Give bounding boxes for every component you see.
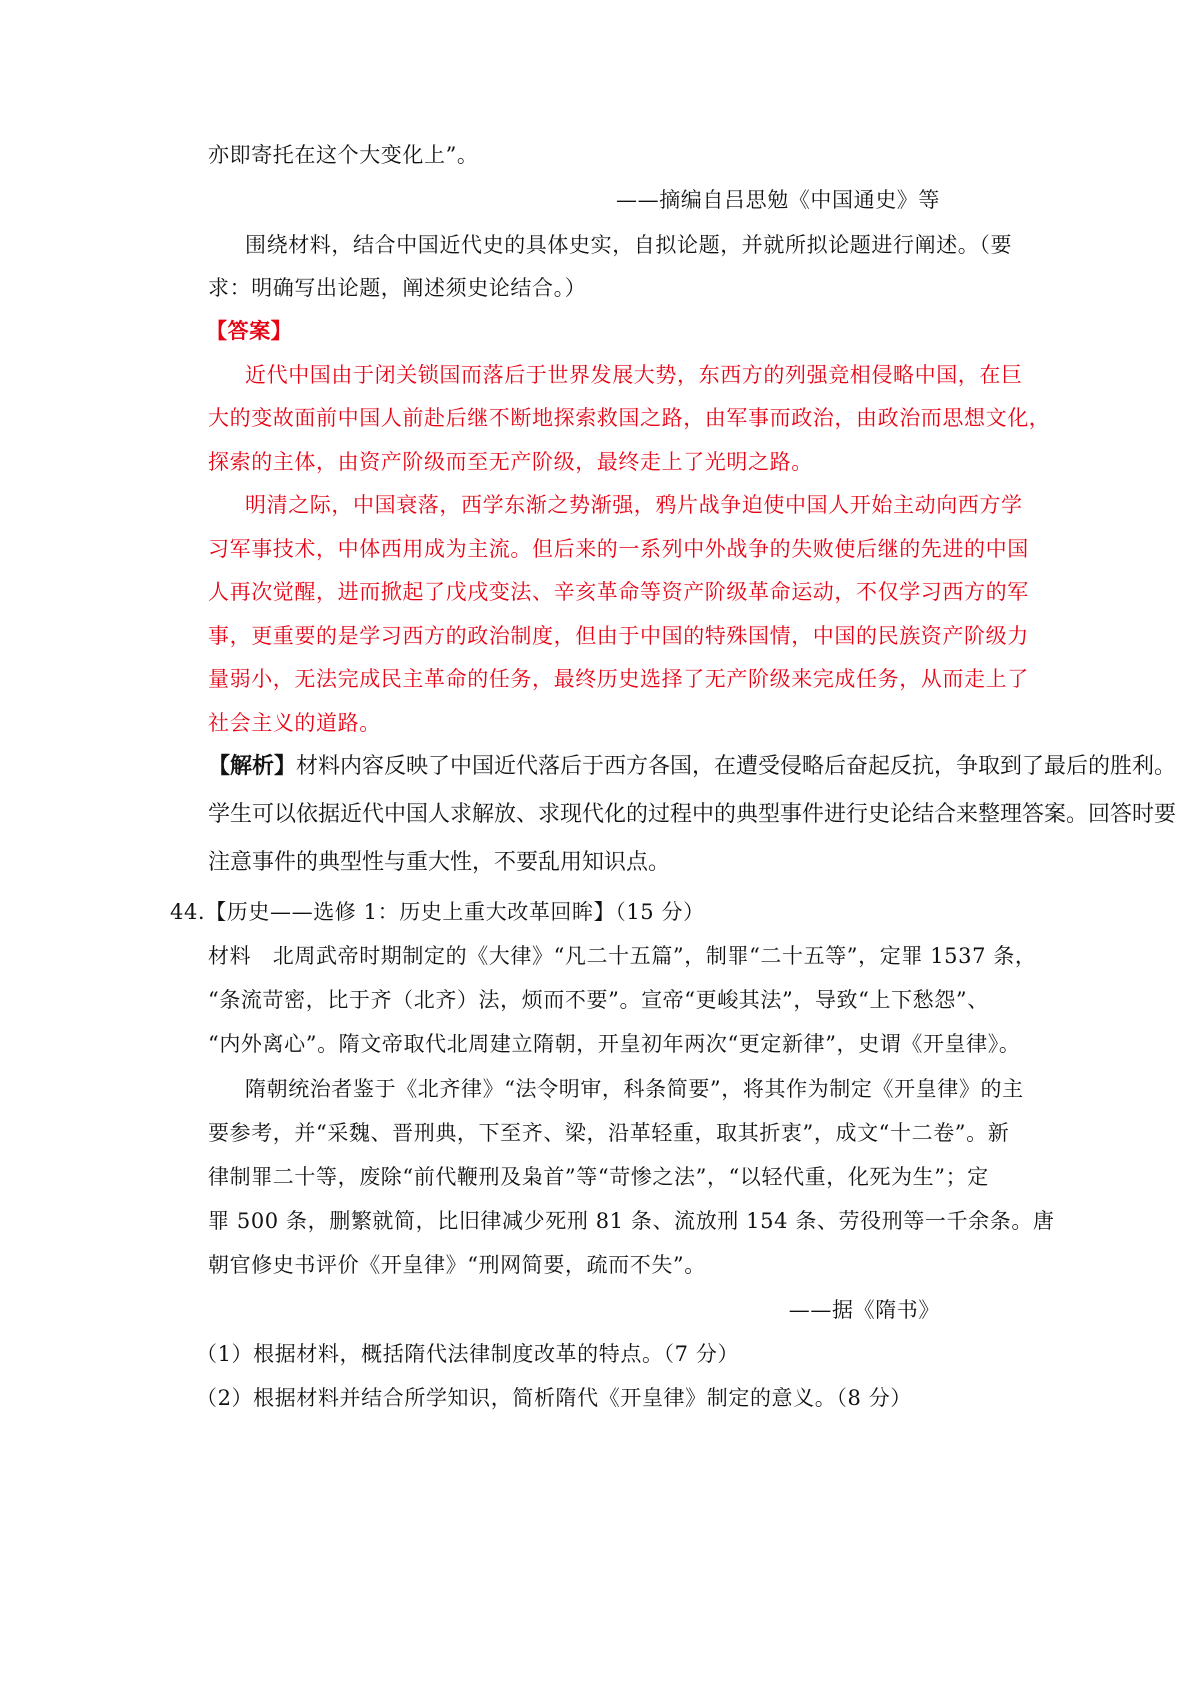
analysis-text: 材料内容反映了中国近代落后于西方各国，在遭受侵略后奋起反抗，争取到了最后的胜利。 — [296, 754, 1177, 779]
sub-question-1: （1）根据材料，概括隋代法律制度改革的特点。（7 分） — [196, 1342, 740, 1366]
question-prompt: 围绕材料，结合中国近代史的具体史实，自拟论题，并就所拟论题进行阐述。（要 — [245, 233, 1013, 257]
analysis-line — [208, 752, 1176, 782]
material-line: 隋朝统治者鉴于《北齐律》“法令明审，科条简要”，将其作为制定《开皇律》的主 — [245, 1077, 1024, 1101]
material-line: 朝官修史书评价《开皇律》“刑网简要，疏而不失”。 — [208, 1253, 706, 1277]
answer-line: 探索的主体，由资产阶级而至无产阶级，最终走上了光明之路。 — [208, 450, 813, 474]
material-line: 要参考，并“采魏、晋刑典，下至齐、梁，沿革轻重，取其折衷”，成文“十二卷”。新 — [208, 1121, 1010, 1145]
analysis-line: 注意事件的典型性与重大性，不要乱用知识点。 — [208, 850, 671, 875]
source-citation: ——据《隋书》 — [788, 1298, 940, 1322]
text-line: 亦即寄托在这个大变化上”。 — [208, 143, 479, 167]
answer-label: 【答案】 — [206, 318, 293, 343]
source-citation: ——摘编自吕思勉《中国通史》等 — [616, 188, 940, 212]
material-line: “内外离心”。隋文帝取代北周建立隋朝，开皇初年两次“更定新律”，史谓《开皇律》。 — [208, 1032, 1021, 1056]
analysis-label: 【解析】 — [208, 754, 297, 779]
answer-line: 社会主义的道路。 — [208, 711, 381, 735]
answer-line: 明清之际，中国衰落，西学东渐之势渐强，鸦片战争迫使中国人开始主动向西方学 — [245, 493, 1023, 517]
material-line: 罪 500 条，删繁就简，比旧律减少死刑 81 条、流放刑 154 条、劳役刑等一千余条。唐 — [208, 1209, 1055, 1233]
question-prompt: 求：明确写出论题，阐述须史论结合。） — [208, 276, 587, 300]
answer-line: 大的变故面前中国人前赴后继不断地探索救国之路，由军事而政治，由政治而思想文化， — [208, 406, 1051, 430]
sub-question-2: （2）根据材料并结合所学知识，简析隋代《开皇律》制定的意义。（8 分） — [196, 1386, 912, 1410]
material-line: 材料 北周武帝时期制定的《大律》“凡二十五篇”，制罪“二十五等”，定罪 1537 条， — [208, 944, 1037, 968]
material-line: 律制罪二十等，废除“前代鞭刑及枭首”等“苛惨之法”，“以轻代重，化死为生”；定 — [208, 1165, 989, 1189]
answer-line: 近代中国由于闭关锁国而落后于世界发展大势，东西方的列强竞相侵略中国，在巨 — [245, 363, 1023, 387]
answer-line: 人再次觉醒，进而掀起了戊戌变法、辛亥革命等资产阶级革命运动，不仅学习西方的军 — [208, 580, 1029, 604]
answer-line: 事，更重要的是学习西方的政治制度，但由于中国的特殊国情，中国的民族资产阶级力 — [208, 624, 1029, 648]
answer-line: 习军事技术，中体西用成为主流。但后来的一系列中外战争的失败使后继的先进的中国 — [208, 537, 1029, 561]
question-title: 44.【历史——选修 1：历史上重大改革回眸】（15 分） — [170, 900, 705, 924]
material-line: “条流苛密，比于齐（北齐）法，烦而不要”。宣帝“更峻其法”，导致“上下愁怨”、 — [208, 988, 989, 1012]
answer-line: 量弱小，无法完成民主革命的任务，最终历史选择了无产阶级来完成任务，从而走上了 — [208, 667, 1029, 691]
analysis-line: 学生可以依据近代中国人求解放、求现代化的过程中的典型事件进行史论结合来整理答案。回答时要 — [208, 802, 1177, 827]
